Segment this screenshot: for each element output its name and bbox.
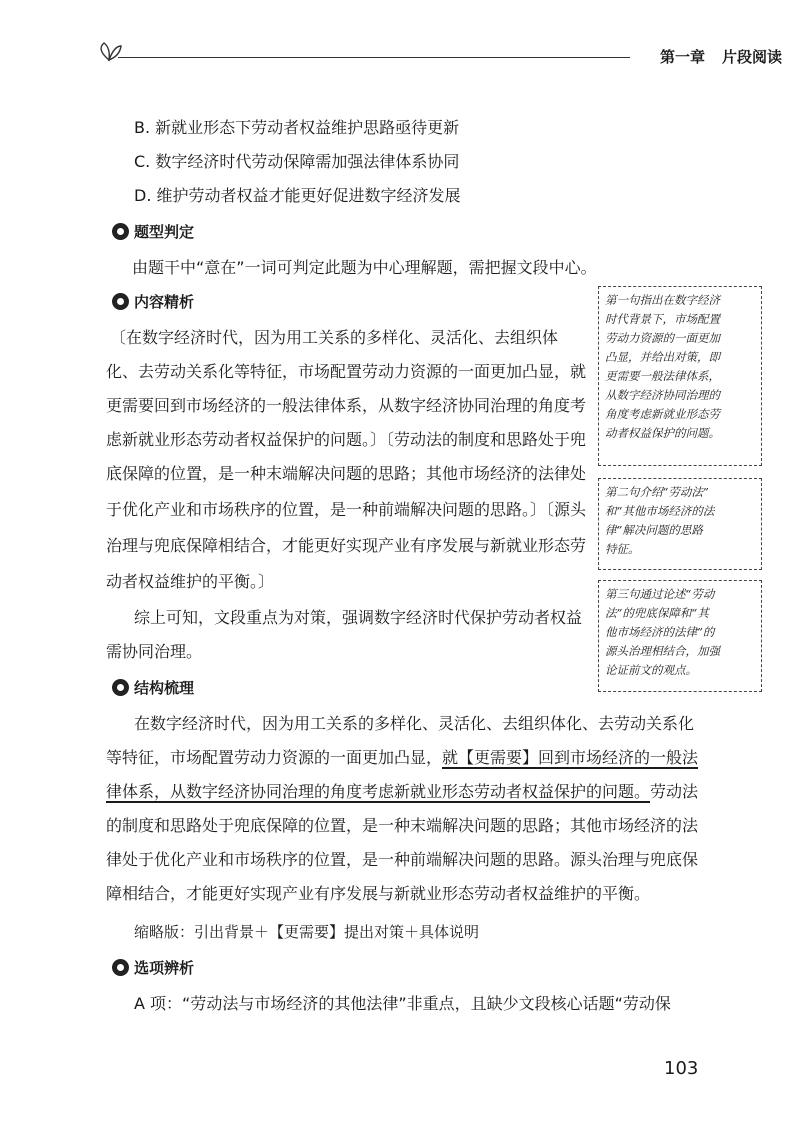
note-line: 源头治理相结合，加强 [605,644,720,658]
note-line: 更需要一般法律体系， [605,369,720,383]
option-analysis-line: A 项：“劳动法与市场经济的其他法律”非重点，且缺少文段核心话题“劳动保 [134,994,671,1013]
structure-text: 等特征，市场配置劳动力资源的一面更加凸显， [106,748,443,767]
margin-note-2 [598,478,762,570]
section-options-label: 选项辨析 [134,959,195,977]
content-line: 虑新就业形态劳动者权益保护的问题。〕〔劳动法的制度和思路处于兜 [106,430,587,449]
structure-line [106,816,698,836]
option-c: C. 数字经济时代劳动保障需加强法律体系协同 [134,152,460,171]
section-type-heading [134,222,194,242]
section-options-heading [134,958,194,978]
section-type-label: 题型判定 [134,223,195,241]
content-line: 化、去劳动关系化等特征，市场配置劳动力资源的一面更加凸显，就 [106,362,587,381]
structure-line [106,782,698,802]
note-line: 法”的兜底保障和“其 [605,606,709,620]
condensed-summary: 缩略版：引出背景＋【更需要】提出对策＋具体说明 [134,923,480,941]
option-b: B. 新就业形态下劳动者权益维护思路亟待更新 [134,118,460,137]
note-line: 动者权益保护的问题。 [605,426,720,440]
margin-note-1 [598,286,762,466]
header-rule [118,57,630,58]
structure-underlined: 就【更需要】回到市场经济的一般法 [442,748,699,767]
note-line: 第二句介绍“劳动法” [605,485,709,499]
note-line: 论证前文的观点。 [605,663,697,677]
option-d: D. 维护劳动者权益才能更好促进数字经济发展 [134,186,461,205]
structure-line [106,884,650,904]
page-header [96,40,783,74]
chapter-label: 第一章 [660,48,706,66]
note-line: 和“其他市场经济的法 [605,504,715,518]
note-line: 角度考虑新就业形态劳 [605,407,720,421]
structure-line [106,748,698,768]
summary-line: 综上可知，文段重点为对策，强调数字经济时代保护劳动者权益 [134,608,583,627]
bullet-icon [112,223,129,240]
content-line: 治理与兜底保障相结合，才能更好实现产业有序发展与新就业形态劳 [106,536,587,555]
content-line: 更需要回到市场经济的一般法律体系，从数字经济协同治理的角度考 [106,396,587,415]
structure-text: 障相结合，才能更好实现产业有序发展与新就业形态劳动者权益维护的平衡。 [106,884,651,903]
section-type-text: 由题干中“意在”一词可判定此题为中心理解题，需把握文段中心。 [132,258,597,277]
note-line: 劳动力资源的一面更加 [605,331,720,345]
leaf-icon [96,40,122,62]
content-line: 动者权益维护的平衡。〕 [106,572,275,591]
bullet-icon [112,959,129,976]
structure-line [106,850,698,870]
bullet-icon [112,293,129,310]
note-line: 第一句指出在数字经济 [605,293,720,307]
note-line: 他市场经济的法律”的 [605,625,715,639]
content-line: 〔在数字经济时代，因为用工关系的多样化、灵活化、去组织体 [110,328,559,347]
note-line: 从数字经济协同治理的 [605,388,720,402]
structure-text: 的制度和思路处于兜底保障的位置，是一种末端解决问题的思路；其他市场经济的法 [106,816,699,835]
structure-text: 律处于优化产业和市场秩序的位置，是一种前端解决问题的思路。源头治理与兜底保 [106,850,699,869]
note-line: 时代背景下，市场配置 [605,312,720,326]
section-content-label: 内容精析 [134,293,195,311]
content-line: 于优化产业和市场秩序的位置，是一种前端解决问题的思路。〕〔源头 [106,500,587,519]
page-number: 103 [664,1058,699,1079]
note-line: 第三句通过论述“劳动 [605,587,715,601]
section-content-heading [134,292,194,312]
structure-line [134,714,694,734]
margin-note-3 [598,580,762,692]
chapter-title: 片段阅读 [722,48,783,66]
note-line: 凸显，并给出对策，即 [605,350,720,364]
content-line: 底保障的位置，是一种末端解决问题的思路；其他市场经济的法律处 [106,464,587,483]
structure-underlined: 律体系，从数字经济协同治理的角度考虑新就业形态劳动者权益保护的问题。 [106,782,651,801]
note-line: 特征。 [605,542,640,556]
note-line: 律”解决问题的思路 [605,523,703,537]
bullet-icon [112,679,129,696]
section-structure-label: 结构梳理 [134,679,195,697]
structure-text: 劳动法 [650,782,699,801]
structure-text: 在数字经济时代，因为用工关系的多样化、灵活化、去组织体化、去劳动关系化 [134,714,695,733]
summary-line: 需协同治理。 [106,642,203,661]
section-structure-heading [134,678,194,698]
